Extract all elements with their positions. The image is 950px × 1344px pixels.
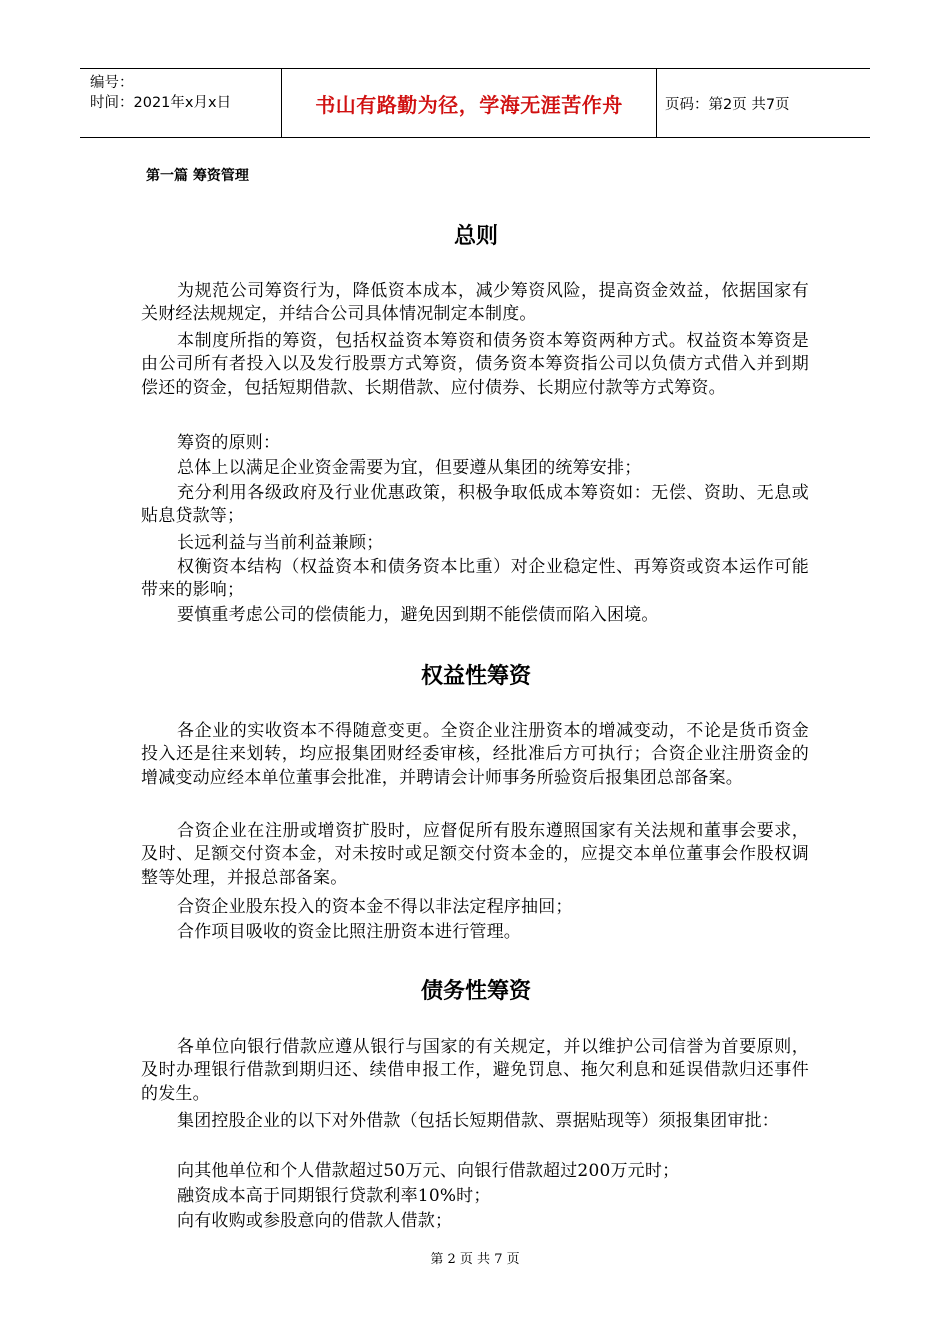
paragraph: 各企业的实收资本不得随意变更。全资企业注册资本的增减变动，不论是货币资金投入还是往来划转，均应报集团财经委审核，经批准后方可执行；合资企业注册资金的增减变动应经本单位董事会批准，并聘请会计师事务所验资后报集团总部备案。 (141, 721, 809, 788)
header-motto: 书山有路勤为径，学海无涯苦作舟 (282, 69, 657, 137)
paragraph: 权衡资本结构（权益资本和债务资本比重）对企业稳定性、再筹资或资本运作可能带来的影响； (141, 557, 809, 601)
paragraph: 为规范公司筹资行为，降低资本成本，减少筹资风险，提高资金效益，依据国家有关财经法规规定，并结合公司具体情况制定本制度。 (141, 281, 809, 325)
paragraph: 合作项目吸收的资金比照注册资本进行管理。 (177, 922, 521, 942)
paragraph: 要慎重考虑公司的偿债能力，避免因到期不能偿债而陷入困境。 (177, 605, 659, 625)
part-title: 第一篇 筹资管理 (146, 168, 249, 184)
paragraph: 充分利用各级政府及行业优惠政策，积极争取低成本筹资如：无偿、资助、无息或贴息贷款等； (141, 483, 809, 527)
document-header (80, 68, 870, 138)
page-footer: 第 2 页 共 7 页 (430, 1252, 520, 1267)
paragraph: 向其他单位和个人借款超过50万元、向银行借款超过200万元时； (177, 1161, 680, 1181)
document-number-label: 编号： (90, 75, 134, 91)
section-title: 债务性筹资 (420, 979, 531, 1004)
paragraph: 向有收购或参股意向的借款人借款； (177, 1211, 453, 1231)
section-title: 总则 (453, 224, 498, 249)
paragraph: 合资企业股东投入的资本金不得以非法定程序抽回； (177, 897, 573, 917)
paragraph: 融资成本高于同期银行贷款利率10%时； (177, 1186, 491, 1206)
header-meta (80, 69, 282, 137)
paragraph: 本制度所指的筹资，包括权益资本筹资和债务资本筹资两种方式。权益资本筹资是由公司所有者投入以及发行股票方式筹资，债务资本筹资指公司以负债方式借入并到期偿还的资金，包括短期借款、长期借款、应付债券、长期应付款等方式筹资。 (141, 331, 809, 398)
paragraph: 各单位向银行借款应遵从银行与国家的有关规定，并以维护公司信誉为首要原则，及时办理银行借款到期归还、续借申报工作，避免罚息、拖欠利息和延误借款归还事件的发生。 (141, 1037, 809, 1104)
paragraph: 合资企业在注册或增资扩股时，应督促所有股东遵照国家有关法规和董事会要求，及时、足额交付资本金，对未按时或足额交付资本金的，应提交本单位董事会作股权调整等处理，并报总部备案。 (141, 821, 809, 888)
paragraph: 总体上以满足企业资金需要为宜，但要遵从集团的统筹安排； (177, 458, 642, 478)
paragraph: 长远利益与当前利益兼顾； (177, 533, 384, 553)
paragraph: 集团控股企业的以下对外借款（包括长短期借款、票据贴现等）须报集团审批： (177, 1111, 779, 1131)
section-title: 权益性筹资 (420, 664, 531, 689)
document-date: 时间：2021年x月x日 (90, 95, 232, 111)
header-page-info: 页码：第2页 共7页 (665, 96, 790, 113)
paragraph: 筹资的原则： (177, 433, 281, 453)
